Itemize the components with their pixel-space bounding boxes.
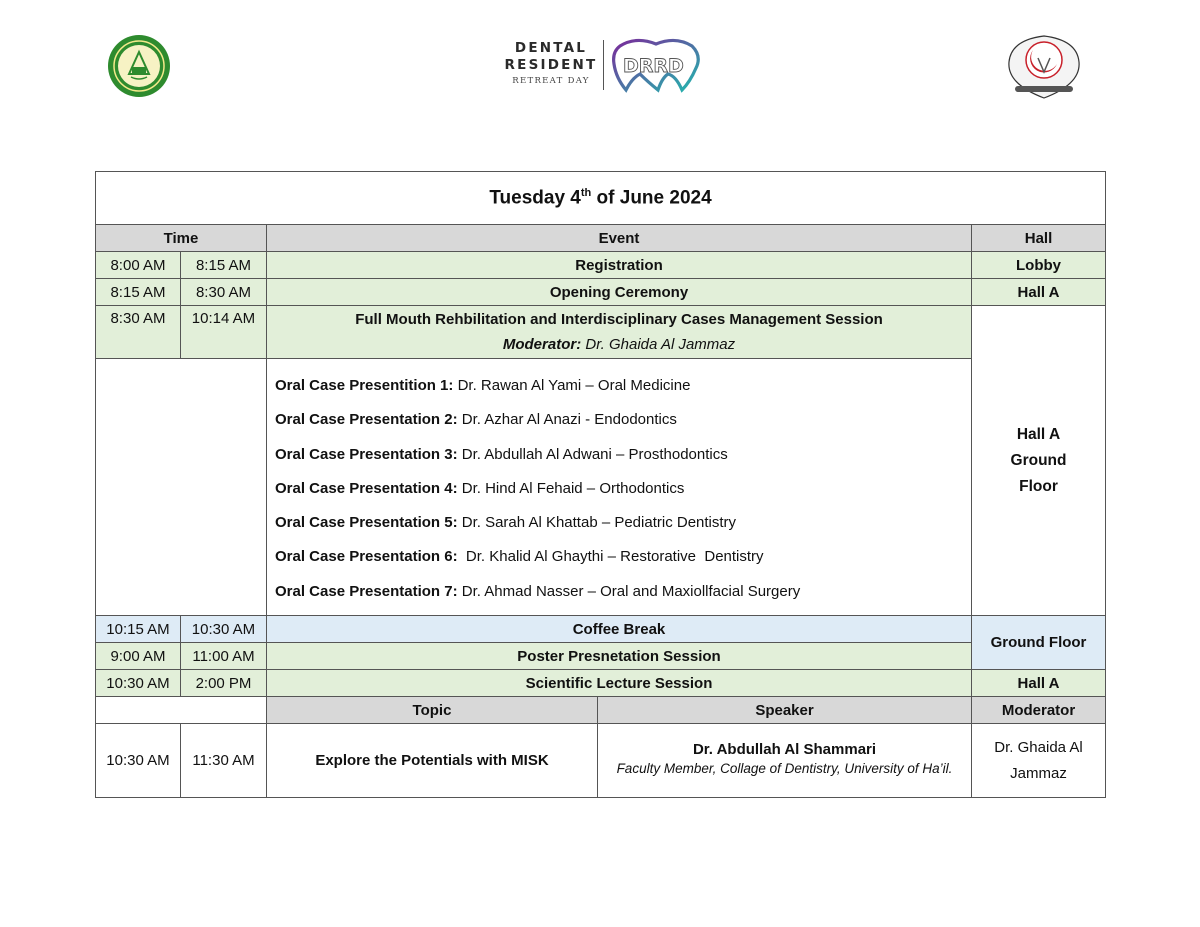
event-name: Scientific Lecture Session (267, 670, 972, 697)
schedule-table (95, 171, 1106, 798)
tooth-icon (606, 38, 714, 94)
table-row (96, 252, 1106, 279)
moderator-label: Moderator: (502, 336, 582, 353)
title-day-suffix: th (580, 186, 592, 199)
session-cell (267, 306, 972, 359)
talk-speaker (598, 724, 972, 798)
list-item (275, 540, 963, 574)
table-row (96, 643, 1106, 670)
brand-line-2: RESIDENT (504, 57, 598, 73)
university-seal-logo (107, 34, 171, 98)
hall-name: Hall A (972, 670, 1106, 697)
table-row (96, 697, 1106, 724)
end-time: 8:15 AM (181, 252, 267, 279)
talk-topic: Explore the Potentials with MISK (267, 724, 598, 798)
case-presenter: Dr. Sarah Al Khattab – Pediatric Dentistry (457, 514, 737, 532)
case-presenter: Dr. Ahmad Nasser – Oral and Maxiollfacial Surgery (457, 582, 801, 600)
start-time: 8:00 AM (96, 252, 181, 279)
case-presenter: Dr. Abdullah Al Adwani – Prosthodontics (457, 445, 728, 463)
speaker-title: Faculty Member, Collage of Dentistry, University of Ha’il. (616, 761, 953, 777)
case-label: Oral Case Presentation 4: (275, 479, 458, 497)
start-time: 10:30 AM (96, 724, 181, 798)
list-item (275, 575, 963, 609)
end-time: 8:30 AM (181, 279, 267, 306)
table-row (96, 359, 1106, 616)
moderator-name: Dr. Ghaida Al Jammaz (581, 336, 736, 353)
start-time: 8:30 AM (96, 306, 181, 359)
end-time: 10:14 AM (181, 306, 267, 359)
case-presenter: Dr. Rawan Al Yami – Oral Medicine (453, 377, 691, 394)
hall-line: Hall A (1016, 425, 1061, 443)
session-hall (972, 306, 1106, 616)
case-presenter: Dr. Azhar Al Anazi - Endodontics (457, 411, 677, 429)
header-time: Time (96, 225, 267, 252)
talk-moderator (972, 724, 1106, 798)
session-moderator (273, 332, 965, 357)
list-item (275, 369, 963, 403)
case-label: Oral Case Presentition 1: (275, 377, 454, 394)
header-event: Event (267, 225, 972, 252)
case-label: Oral Case Presentation 5: (275, 514, 458, 532)
hall-line: Floor (1019, 477, 1058, 495)
list-item (275, 472, 963, 506)
end-time: 11:30 AM (181, 724, 267, 798)
session-title: Full Mouth Rehbilitation and Interdisciplinary Cases Management Session (355, 311, 883, 328)
case-list (267, 359, 972, 616)
list-item (275, 506, 963, 540)
empty-cell (96, 697, 267, 724)
hall-name: Lobby (972, 252, 1106, 279)
empty-time-cell (96, 359, 267, 616)
brand-divider (603, 40, 604, 90)
case-presenter: Dr. Hind Al Fehaid – Orthodontics (457, 479, 685, 497)
moderator-line: Dr. Ghaida Al (994, 738, 1083, 756)
event-name: Coffee Break (267, 616, 972, 643)
schedule-title (96, 172, 1106, 225)
table-row (96, 670, 1106, 697)
end-time: 2:00 PM (181, 670, 267, 697)
event-name: Registration (267, 252, 972, 279)
brand-line-3: RETREAT DAY (512, 76, 590, 86)
header-hall: Hall (972, 225, 1106, 252)
start-time: 10:30 AM (96, 670, 181, 697)
drrd-brand-logo (500, 38, 715, 94)
table-row (96, 724, 1106, 798)
title-day: Tuesday 4 (489, 187, 581, 209)
case-label: Oral Case Presentation 2: (275, 411, 458, 429)
hall-name: Hall A (972, 279, 1106, 306)
table-row (96, 306, 1106, 359)
table-row (96, 279, 1106, 306)
start-time: 10:15 AM (96, 616, 181, 643)
case-label: Oral Case Presentation 7: (275, 582, 458, 600)
start-time: 8:15 AM (96, 279, 181, 306)
table-row (96, 616, 1106, 643)
case-label: Oral Case Presentation 6: (275, 548, 458, 566)
speaker-name: Dr. Abdullah Al Shammari (692, 741, 877, 759)
event-name: Poster Presnetation Session (267, 643, 972, 670)
brand-mark: DRRD (623, 55, 684, 77)
brand-line-1: DENTAL (514, 40, 588, 56)
event-name: Opening Ceremony (267, 279, 972, 306)
list-item (275, 403, 963, 437)
start-time: 9:00 AM (96, 643, 181, 670)
medical-services-emblem (1001, 32, 1087, 102)
moderator-line: Jammaz (1010, 764, 1067, 782)
end-time: 10:30 AM (181, 616, 267, 643)
subheader-topic: Topic (267, 697, 598, 724)
hall-name: Ground Floor (972, 616, 1106, 670)
subheader-speaker: Speaker (598, 697, 972, 724)
subheader-moderator: Moderator (972, 697, 1106, 724)
case-label: Oral Case Presentation 3: (275, 445, 458, 463)
end-time: 11:00 AM (181, 643, 267, 670)
list-item (275, 438, 963, 472)
case-presenter: Dr. Khalid Al Ghaythi – Restorative Dentistry (457, 548, 764, 566)
hall-line: Ground (1010, 451, 1067, 469)
title-month-year: of June 2024 (591, 187, 712, 209)
